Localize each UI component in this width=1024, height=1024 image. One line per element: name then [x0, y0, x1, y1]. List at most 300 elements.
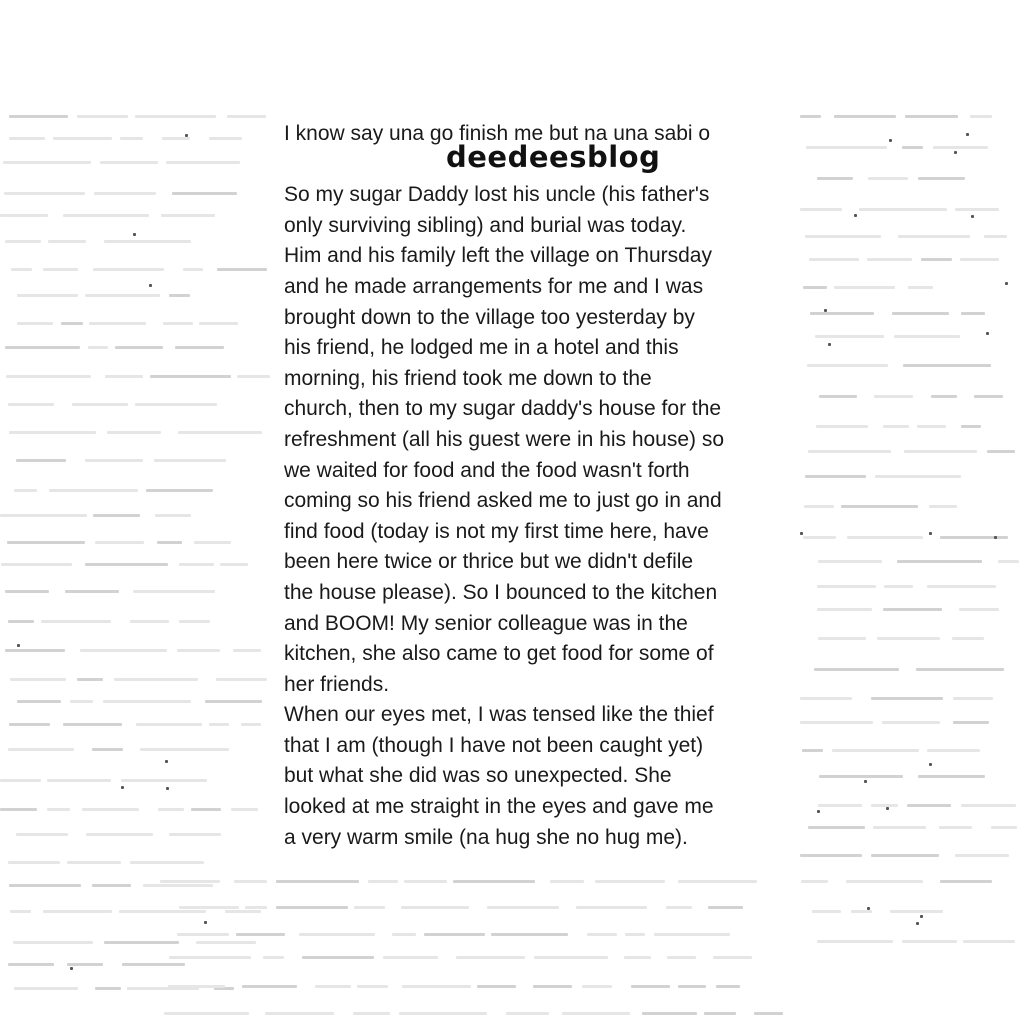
- ghost-text-mark: [265, 1012, 334, 1015]
- noise-speck: [916, 922, 919, 925]
- noise-speck: [133, 233, 136, 236]
- noise-speck: [929, 532, 932, 535]
- ghost-text-mark: [14, 987, 78, 990]
- ghost-text-mark: [624, 956, 651, 959]
- ghost-text-mark: [801, 880, 828, 883]
- noise-speck: [149, 284, 152, 287]
- ghost-text-mark: [10, 910, 31, 913]
- ghost-text-mark: [121, 779, 207, 782]
- ghost-text-mark: [806, 146, 887, 149]
- ghost-text-mark: [86, 833, 153, 836]
- ghost-text-mark: [43, 268, 78, 271]
- noise-speck: [70, 967, 73, 970]
- ghost-text-mark: [276, 880, 359, 883]
- ghost-text-mark: [85, 294, 160, 297]
- ghost-text-mark: [817, 940, 893, 943]
- ghost-text-mark: [82, 808, 139, 811]
- ghost-text-mark: [800, 721, 873, 724]
- ghost-text-mark: [550, 880, 584, 883]
- ghost-text-mark: [716, 985, 740, 988]
- text-line-13: coming so his friend asked me to just go in and: [284, 489, 722, 513]
- ghost-text-mark: [216, 678, 267, 681]
- ghost-text-mark: [807, 364, 888, 367]
- ghost-text-mark: [927, 749, 980, 752]
- noise-speck: [1005, 282, 1008, 285]
- ghost-text-mark: [625, 933, 645, 936]
- text-line-21: that I am (though I have not been caught yet): [284, 733, 704, 757]
- ghost-text-mark: [974, 395, 1003, 398]
- ghost-text-mark: [818, 637, 866, 640]
- ghost-text-mark: [122, 963, 185, 966]
- noise-speck: [17, 644, 20, 647]
- ghost-text-mark: [902, 940, 957, 943]
- ghost-text-mark: [88, 346, 108, 349]
- noise-speck: [886, 807, 889, 810]
- ghost-text-mark: [178, 431, 262, 434]
- ghost-text-mark: [136, 723, 202, 726]
- ghost-text-mark: [991, 826, 1017, 829]
- ghost-text-mark: [874, 395, 913, 398]
- ghost-text-mark: [10, 678, 66, 681]
- ghost-text-mark: [7, 541, 85, 544]
- ghost-text-mark: [53, 137, 112, 140]
- ghost-text-mark: [8, 620, 34, 623]
- text-line-20: When our eyes met, I was tensed like the thief: [284, 703, 714, 727]
- ghost-text-mark: [903, 364, 991, 367]
- ghost-text-mark: [931, 395, 957, 398]
- ghost-text-mark: [456, 956, 525, 959]
- ghost-text-mark: [95, 541, 144, 544]
- noise-speck: [121, 786, 124, 789]
- ghost-text-mark: [961, 804, 1016, 807]
- ghost-text-mark: [404, 880, 447, 883]
- ghost-text-mark: [805, 235, 881, 238]
- ghost-text-mark: [14, 489, 37, 492]
- ghost-text-mark: [894, 335, 960, 338]
- noise-speck: [929, 763, 932, 766]
- ghost-text-mark: [708, 906, 743, 909]
- ghost-text-mark: [678, 985, 706, 988]
- noise-speck: [994, 536, 997, 539]
- ghost-text-mark: [196, 941, 256, 944]
- ghost-text-mark: [13, 941, 93, 944]
- ghost-text-mark: [929, 505, 957, 508]
- ghost-text-mark: [169, 294, 190, 297]
- ghost-text-mark: [955, 208, 999, 211]
- ghost-text-mark: [16, 459, 66, 462]
- ghost-text-mark: [5, 590, 49, 593]
- ghost-text-mark: [873, 826, 926, 829]
- ghost-text-mark: [368, 880, 398, 883]
- ghost-text-mark: [955, 854, 1009, 857]
- ghost-text-mark: [63, 723, 122, 726]
- ghost-text-mark: [908, 286, 933, 289]
- ghost-text-mark: [877, 637, 940, 640]
- ghost-text-mark: [907, 804, 951, 807]
- ghost-text-mark: [4, 192, 85, 195]
- ghost-text-mark: [666, 906, 692, 909]
- ghost-text-mark: [818, 804, 862, 807]
- ghost-text-mark: [194, 541, 231, 544]
- ghost-text-mark: [9, 884, 81, 887]
- ghost-text-mark: [276, 906, 348, 909]
- ghost-text-mark: [231, 808, 258, 811]
- noise-speck: [800, 532, 803, 535]
- ghost-text-mark: [5, 649, 65, 652]
- ghost-text-mark: [9, 723, 50, 726]
- ghost-text-mark: [9, 115, 68, 118]
- ghost-text-mark: [104, 240, 191, 243]
- ghost-text-mark: [800, 697, 852, 700]
- text-line-24: a very warm smile (na hug she no hug me).: [284, 825, 688, 849]
- ghost-text-mark: [851, 910, 872, 913]
- ghost-text-mark: [800, 208, 842, 211]
- noise-speck: [828, 343, 831, 346]
- ghost-text-mark: [169, 833, 221, 836]
- ghost-text-mark: [817, 177, 853, 180]
- ghost-text-mark: [119, 910, 206, 913]
- ghost-text-mark: [5, 240, 41, 243]
- ghost-text-mark: [17, 322, 53, 325]
- text-line-8: his friend, he lodged me in a hotel and this: [284, 336, 679, 360]
- ghost-text-mark: [80, 649, 167, 652]
- ghost-text-mark: [809, 258, 859, 261]
- ghost-text-mark: [1, 563, 72, 566]
- ghost-text-mark: [808, 450, 891, 453]
- ghost-text-mark: [183, 268, 203, 271]
- ghost-text-mark: [987, 450, 1015, 453]
- ghost-text-mark: [582, 985, 612, 988]
- ghost-text-mark: [130, 861, 204, 864]
- ghost-text-mark: [168, 985, 225, 988]
- ghost-text-mark: [209, 723, 229, 726]
- ghost-text-mark: [841, 505, 918, 508]
- text-line-16: the house please). So I bounced to the kitchen: [284, 580, 718, 604]
- ghost-text-mark: [534, 956, 608, 959]
- ghost-text-mark: [667, 956, 696, 959]
- noise-speck: [889, 139, 892, 142]
- ghost-text-mark: [263, 956, 284, 959]
- ghost-text-mark: [0, 779, 41, 782]
- ghost-text-mark: [916, 668, 1004, 671]
- text-line-15: been here twice or thrice but we didn't defile: [284, 550, 694, 574]
- ghost-text-mark: [72, 403, 128, 406]
- ghost-text-mark: [154, 459, 226, 462]
- ghost-text-mark: [902, 146, 923, 149]
- ghost-text-mark: [506, 1012, 549, 1015]
- ghost-text-mark: [800, 115, 821, 118]
- ghost-text-mark: [67, 963, 103, 966]
- ghost-text-mark: [817, 608, 872, 611]
- ghost-text-mark: [487, 906, 559, 909]
- ghost-text-mark: [242, 985, 297, 988]
- ghost-text-mark: [177, 649, 220, 652]
- ghost-text-mark: [9, 431, 96, 434]
- ghost-text-mark: [868, 177, 908, 180]
- ghost-text-mark: [164, 1012, 249, 1015]
- ghost-text-mark: [104, 941, 179, 944]
- ghost-text-mark: [236, 933, 285, 936]
- ghost-text-mark: [160, 880, 220, 883]
- ghost-text-mark: [177, 933, 229, 936]
- ghost-text-mark: [803, 536, 836, 539]
- ghost-text-mark: [890, 910, 943, 913]
- text-line-9: morning, his friend took me down to the: [284, 366, 652, 390]
- ghost-text-mark: [16, 833, 68, 836]
- ghost-text-mark: [917, 425, 946, 428]
- ghost-text-mark: [175, 346, 224, 349]
- noise-speck: [817, 810, 820, 813]
- ghost-text-mark: [130, 620, 169, 623]
- ghost-text-mark: [357, 985, 388, 988]
- text-line-5: Him and his family left the village on Thursday: [284, 244, 712, 268]
- ghost-text-mark: [392, 933, 416, 936]
- ghost-text-mark: [92, 884, 131, 887]
- noise-speck: [966, 133, 969, 136]
- ghost-text-mark: [804, 505, 834, 508]
- ghost-text-mark: [85, 459, 143, 462]
- text-line-22: but what she did was so unexpected. She: [284, 764, 672, 788]
- text-line-10: church, then to my sugar daddy's house for the: [284, 397, 722, 421]
- text-line-23: looked at me straight in the eyes and gave me: [284, 795, 714, 819]
- ghost-text-mark: [209, 137, 242, 140]
- ghost-text-mark: [846, 880, 923, 883]
- ghost-text-mark: [93, 514, 140, 517]
- ghost-text-mark: [315, 985, 351, 988]
- noise-speck: [166, 787, 169, 790]
- ghost-text-mark: [883, 608, 942, 611]
- ghost-text-mark: [3, 161, 91, 164]
- ghost-text-mark: [237, 375, 270, 378]
- ghost-text-mark: [8, 861, 60, 864]
- ghost-text-mark: [803, 286, 827, 289]
- ghost-text-mark: [905, 115, 958, 118]
- ghost-text-mark: [883, 425, 909, 428]
- ghost-text-mark: [220, 563, 248, 566]
- ghost-text-mark: [43, 910, 112, 913]
- ghost-text-mark: [953, 721, 989, 724]
- text-line-1: I know say una go finish me but na una sabi o: [284, 122, 711, 145]
- noise-speck: [971, 215, 974, 218]
- ghost-text-mark: [0, 514, 87, 517]
- ghost-text-mark: [816, 425, 868, 428]
- ghost-text-mark: [8, 963, 54, 966]
- ghost-text-mark: [92, 748, 123, 751]
- ghost-text-mark: [834, 286, 895, 289]
- noise-speck: [824, 309, 827, 312]
- ghost-text-mark: [654, 933, 730, 936]
- ghost-text-mark: [161, 214, 215, 217]
- ghost-text-mark: [0, 808, 37, 811]
- ghost-text-mark: [241, 723, 261, 726]
- ghost-text-mark: [353, 1012, 390, 1015]
- ghost-text-mark: [587, 933, 617, 936]
- ghost-text-mark: [847, 536, 923, 539]
- ghost-text-mark: [107, 431, 161, 434]
- ghost-text-mark: [77, 678, 103, 681]
- ghost-text-mark: [70, 700, 93, 703]
- ghost-text-mark: [179, 563, 214, 566]
- ghost-text-mark: [191, 808, 221, 811]
- ghost-text-mark: [157, 541, 182, 544]
- ghost-text-mark: [491, 933, 568, 936]
- ghost-text-mark: [150, 375, 231, 378]
- ghost-text-mark: [47, 808, 70, 811]
- ghost-text-mark: [103, 700, 191, 703]
- ghost-text-mark: [169, 956, 251, 959]
- ghost-text-mark: [135, 115, 216, 118]
- ghost-text-mark: [302, 956, 374, 959]
- ghost-text-mark: [140, 748, 229, 751]
- ghost-text-mark: [805, 475, 866, 478]
- ghost-text-mark: [89, 322, 146, 325]
- ghost-text-mark: [299, 933, 375, 936]
- noise-speck: [204, 921, 207, 924]
- ghost-text-mark: [162, 137, 190, 140]
- ghost-text-mark: [135, 403, 217, 406]
- ghost-text-mark: [85, 563, 168, 566]
- ghost-text-mark: [998, 560, 1019, 563]
- ghost-text-mark: [155, 514, 191, 517]
- ghost-text-mark: [47, 779, 111, 782]
- ghost-text-mark: [94, 192, 156, 195]
- ghost-text-mark: [217, 268, 267, 271]
- ghost-text-mark: [754, 1012, 783, 1015]
- ghost-text-mark: [898, 235, 970, 238]
- ghost-text-mark: [802, 749, 823, 752]
- ghost-text-mark: [678, 880, 757, 883]
- ghost-text-mark: [818, 560, 882, 563]
- ghost-text-mark: [114, 678, 198, 681]
- ghost-text-mark: [6, 375, 91, 378]
- ghost-text-mark: [65, 590, 119, 593]
- ghost-text-mark: [921, 258, 952, 261]
- ghost-text-mark: [812, 910, 841, 913]
- ghost-text-mark: [146, 489, 213, 492]
- ghost-text-mark: [179, 906, 239, 909]
- ghost-text-mark: [11, 268, 32, 271]
- ghost-text-mark: [642, 1012, 697, 1015]
- noise-speck: [954, 151, 957, 154]
- ghost-text-mark: [233, 649, 261, 652]
- ghost-text-mark: [810, 312, 874, 315]
- noise-speck: [986, 332, 989, 335]
- ghost-text-mark: [961, 312, 985, 315]
- noise-speck: [920, 915, 923, 918]
- ghost-text-mark: [884, 585, 913, 588]
- noise-speck: [165, 760, 168, 763]
- ghost-text-mark: [158, 808, 184, 811]
- ghost-text-mark: [959, 608, 999, 611]
- ghost-text-mark: [115, 346, 163, 349]
- ghost-text-mark: [892, 312, 949, 315]
- ghost-text-mark: [95, 987, 121, 990]
- ghost-text-mark: [77, 115, 128, 118]
- ghost-text-mark: [595, 880, 665, 883]
- noise-speck: [185, 134, 188, 137]
- ghost-text-mark: [120, 137, 143, 140]
- ghost-text-mark: [245, 906, 267, 909]
- ghost-text-mark: [897, 560, 982, 563]
- ghost-text-mark: [63, 214, 149, 217]
- ghost-text-mark: [17, 294, 78, 297]
- text-line-14: find food (today is not my first time here, have: [284, 519, 709, 543]
- noise-speck: [864, 780, 867, 783]
- ghost-text-mark: [199, 322, 238, 325]
- text-line-18: kitchen, she also came to get food for some of: [284, 642, 714, 666]
- ghost-text-mark: [41, 620, 111, 623]
- ghost-text-mark: [93, 268, 164, 271]
- ghost-text-mark: [225, 910, 261, 913]
- text-line-6: and he made arrangements for me and I was: [284, 274, 704, 298]
- ghost-text-mark: [354, 906, 385, 909]
- ghost-text-mark: [918, 775, 985, 778]
- ghost-text-mark: [5, 346, 80, 349]
- ghost-text-mark: [133, 590, 215, 593]
- ghost-text-mark: [834, 115, 896, 118]
- ghost-text-mark: [871, 804, 898, 807]
- ghost-text-mark: [800, 854, 862, 857]
- ghost-text-mark: [960, 258, 999, 261]
- ghost-text-mark: [875, 475, 961, 478]
- ghost-text-mark: [562, 1012, 630, 1015]
- ghost-text-mark: [819, 395, 857, 398]
- ghost-text-mark: [172, 192, 237, 195]
- ghost-text-mark: [17, 700, 61, 703]
- ghost-text-mark: [918, 177, 965, 180]
- ghost-text-mark: [9, 137, 45, 140]
- text-line-11: refreshment (all his guest were in his house) so: [284, 427, 725, 451]
- ghost-text-mark: [819, 775, 903, 778]
- ghost-text-mark: [940, 536, 1008, 539]
- ghost-text-mark: [383, 956, 438, 959]
- ghost-text-mark: [205, 700, 262, 703]
- text-line-7: brought down to the village too yesterday by: [284, 305, 695, 329]
- noise-speck: [854, 214, 857, 217]
- ghost-text-mark: [940, 880, 992, 883]
- ghost-text-mark: [970, 115, 992, 118]
- ghost-text-mark: [814, 668, 899, 671]
- ghost-text-mark: [882, 721, 940, 724]
- ghost-text-mark: [832, 749, 919, 752]
- ghost-text-mark: [952, 637, 984, 640]
- ghost-text-mark: [163, 322, 193, 325]
- ghost-text-mark: [100, 161, 158, 164]
- text-line-12: we waited for food and the food wasn't forth: [284, 458, 690, 482]
- ghost-text-mark: [939, 826, 972, 829]
- ghost-text-mark: [867, 258, 912, 261]
- ghost-text-mark: [933, 146, 988, 149]
- ghost-text-mark: [984, 235, 1007, 238]
- confession-text: [284, 119, 794, 853]
- ghost-text-mark: [871, 854, 939, 857]
- ghost-text-mark: [961, 425, 981, 428]
- ghost-text-mark: [631, 985, 670, 988]
- ghost-text-mark: [67, 861, 121, 864]
- ghost-text-mark: [402, 985, 471, 988]
- ghost-text-mark: [963, 940, 1015, 943]
- ghost-text-mark: [859, 208, 947, 211]
- ghost-text-mark: [817, 585, 876, 588]
- ghost-text-mark: [704, 1012, 736, 1015]
- ghost-text-mark: [871, 697, 943, 700]
- ghost-text-mark: [227, 115, 266, 118]
- ghost-text-mark: [401, 906, 469, 909]
- ghost-text-mark: [904, 450, 977, 453]
- ghost-text-mark: [49, 489, 138, 492]
- ghost-text-mark: [953, 697, 993, 700]
- text-line-4: only surviving sibling) and burial was today.: [284, 213, 687, 237]
